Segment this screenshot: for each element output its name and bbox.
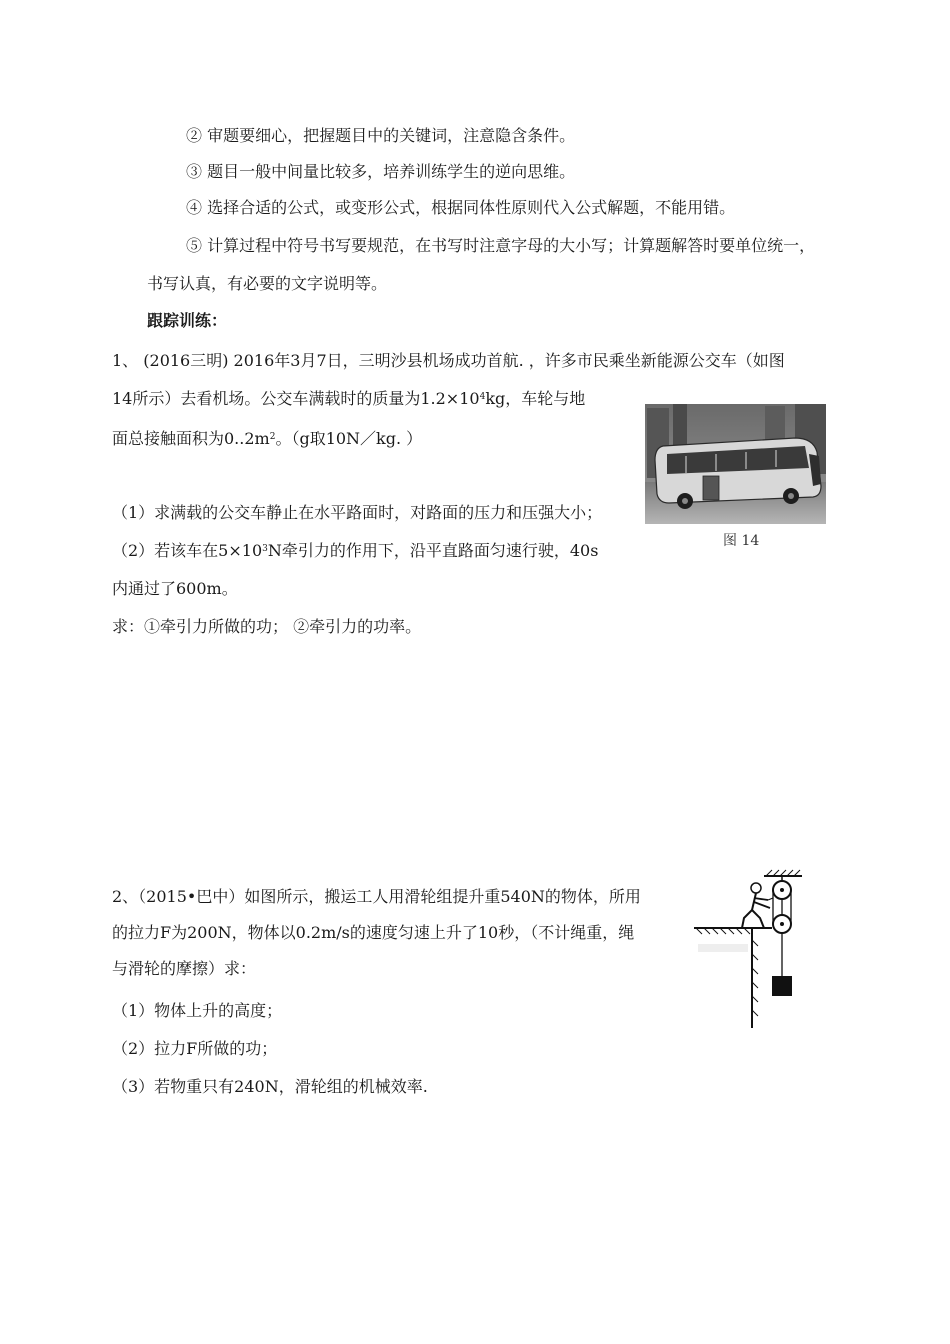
q1-line2-text-post: kg，车轮与地 bbox=[485, 389, 586, 408]
q1-line1: 1、 (2016三明) 2016年3月7日，三明沙县机场成功首航. ，许多市民乘坐新能源公交车（如图 bbox=[112, 351, 785, 370]
q2-sub1: （1）物体上升的高度； bbox=[112, 1001, 283, 1020]
tip-3: ③ 题目一般中间量比较多，培养训练学生的逆向思维。 bbox=[186, 162, 576, 181]
tip-5: ⑤ 计算过程中符号书写要规范，在书写时注意字母的大小写；计算题解答时要单位统一， bbox=[186, 236, 816, 255]
q1-ask: 求：①牵引力所做的功； ②牵引力的功率。 bbox=[112, 617, 422, 636]
bus-photo bbox=[645, 404, 826, 524]
tip-4: ④ 选择合适的公式，或变形公式，根据同体性原则代入公式解题，不能用错。 bbox=[186, 198, 736, 217]
q1-sub2-cont: 内通过了600m。 bbox=[112, 579, 238, 598]
q1-line3 bbox=[112, 428, 422, 450]
q2-line1: 2、（2015•巴中）如图所示，搬运工人用滑轮组提升重540N的物体，所用 bbox=[112, 887, 641, 906]
q1-sub2-text: （2）若该车在5×10 bbox=[112, 541, 263, 560]
section-title: 跟踪训练： bbox=[147, 311, 228, 330]
q1-line2 bbox=[112, 388, 585, 410]
tip-2: ② 审题要细心，把握题目中的关键词，注意隐含条件。 bbox=[186, 126, 576, 145]
tip-5-cont: 书写认真，有必要的文字说明等。 bbox=[147, 274, 388, 293]
q1-line2-text: 14所示）去看机场。公交车满载时的质量为1.2×10 bbox=[112, 389, 480, 408]
q2-line3: 与滑轮的摩擦）求： bbox=[112, 959, 257, 978]
q1-sub2 bbox=[112, 540, 598, 562]
q2-sub2: （2）拉力F所做的功； bbox=[112, 1039, 278, 1058]
pulley-diagram bbox=[690, 868, 808, 1030]
q1-line3-text-post: 。（g取10N／kg. ） bbox=[275, 429, 423, 448]
q1-line2-sup: 4 bbox=[479, 392, 486, 402]
q1-sub2-text-post: N牵引力的作用下，沿平直路面匀速行驶，40s bbox=[267, 541, 599, 560]
q1-sub1: （1）求满载的公交车静止在水平路面时，对路面的压力和压强大小； bbox=[112, 503, 603, 522]
q1-sub2-sup: 3 bbox=[262, 544, 268, 554]
q2-line2: 的拉力F为200N，物体以0.2m/s的速度匀速上升了10秒，（不计绳重，绳 bbox=[112, 923, 635, 942]
figure-14-caption: 图 14 bbox=[723, 533, 760, 549]
q1-line3-text: 面总接触面积为0..2m bbox=[112, 429, 270, 448]
q1-line3-sup: 2 bbox=[269, 432, 276, 442]
q2-sub3: （3）若物重只有240N，滑轮组的机械效率. bbox=[112, 1077, 428, 1096]
